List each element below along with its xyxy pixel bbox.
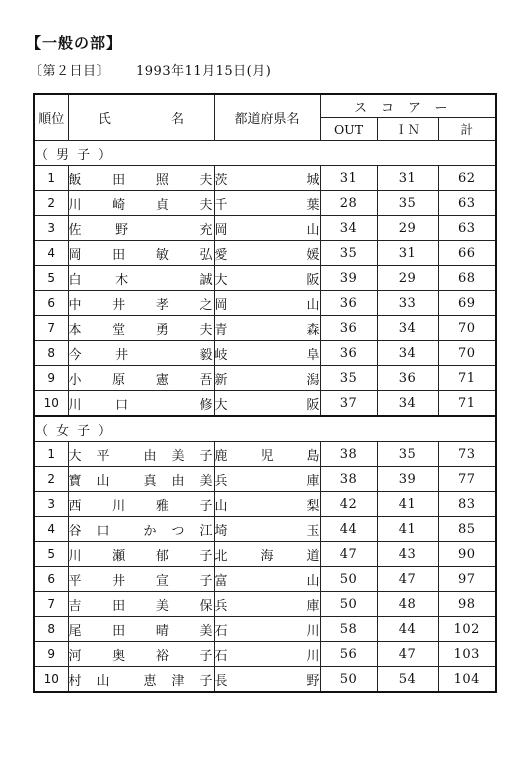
name-cell: 河奥裕子 [68, 642, 214, 667]
table-row [34, 341, 496, 366]
rank-cell: 3 [34, 216, 68, 241]
table-row [34, 592, 496, 617]
total-score-cell: 71 [438, 366, 496, 391]
rank-cell: 8 [34, 617, 68, 642]
out-score-cell: 47 [320, 542, 377, 567]
out-score-cell: 42 [320, 492, 377, 517]
rank-cell: 2 [34, 191, 68, 216]
name-cell: 大平 由美子 [68, 442, 214, 467]
rank-cell: 9 [34, 642, 68, 667]
prefecture-cell: 富山 [214, 567, 320, 592]
prefecture-cell: 愛媛 [214, 241, 320, 266]
in-score-cell: 31 [377, 241, 438, 266]
total-score-cell: 63 [438, 216, 496, 241]
rank-cell: 7 [34, 316, 68, 341]
table-row [34, 542, 496, 567]
total-score-cell: 90 [438, 542, 496, 567]
out-score-cell: 36 [320, 341, 377, 366]
table-row [34, 642, 496, 667]
rank-cell: 10 [34, 667, 68, 693]
name-cell: 岡田敏弘 [68, 241, 214, 266]
day-label: 〔第２日目〕 [29, 64, 111, 79]
in-score-cell: 47 [377, 567, 438, 592]
name-cell: 谷口 かつ江 [68, 517, 214, 542]
in-score-cell: 33 [377, 291, 438, 316]
table-row [34, 517, 496, 542]
total-score-cell: 85 [438, 517, 496, 542]
out-score-cell: 37 [320, 391, 377, 417]
prefecture-cell: 山梨 [214, 492, 320, 517]
out-score-cell: 35 [320, 241, 377, 266]
section-header-row [34, 141, 496, 166]
total-score-cell: 68 [438, 266, 496, 291]
rank-cell: 5 [34, 266, 68, 291]
in-score-cell: 54 [377, 667, 438, 693]
header-prefecture: 都道府県名 [214, 94, 320, 141]
name-cell: 寶山 真由美 [68, 467, 214, 492]
in-score-cell: 43 [377, 542, 438, 567]
prefecture-cell: 北海道 [214, 542, 320, 567]
in-score-cell: 47 [377, 642, 438, 667]
rank-cell: 7 [34, 592, 68, 617]
name-cell: 西川雅子 [68, 492, 214, 517]
table-row [34, 291, 496, 316]
header-rank: 順位 [34, 94, 68, 141]
rank-cell: 2 [34, 467, 68, 492]
rank-cell: 6 [34, 291, 68, 316]
out-score-cell: 58 [320, 617, 377, 642]
rank-cell: 6 [34, 567, 68, 592]
name-cell: 平井宣子 [68, 567, 214, 592]
prefecture-cell: 岐阜 [214, 341, 320, 366]
name-cell: 飯田照夫 [68, 166, 214, 191]
table-row [34, 467, 496, 492]
total-score-cell: 70 [438, 341, 496, 366]
results-table [33, 93, 497, 693]
total-score-cell: 104 [438, 667, 496, 693]
table-row [34, 266, 496, 291]
prefecture-cell: 千葉 [214, 191, 320, 216]
out-score-cell: 36 [320, 316, 377, 341]
in-score-cell: 34 [377, 391, 438, 417]
prefecture-cell: 鹿児島 [214, 442, 320, 467]
header-score: スコアー [320, 94, 496, 118]
rank-cell: 3 [34, 492, 68, 517]
out-score-cell: 39 [320, 266, 377, 291]
rank-cell: 4 [34, 517, 68, 542]
rank-cell: 9 [34, 366, 68, 391]
name-cell: 川崎貞夫 [68, 191, 214, 216]
total-score-cell: 97 [438, 567, 496, 592]
table-row [34, 316, 496, 341]
total-score-cell: 63 [438, 191, 496, 216]
in-score-cell: 44 [377, 617, 438, 642]
table-row [34, 617, 496, 642]
name-cell: 川口 修 [68, 391, 214, 417]
name-cell: 村山 恵津子 [68, 667, 214, 693]
total-score-cell: 102 [438, 617, 496, 642]
name-cell: 今井 毅 [68, 341, 214, 366]
total-score-cell: 69 [438, 291, 496, 316]
in-score-cell: 29 [377, 216, 438, 241]
out-score-cell: 31 [320, 166, 377, 191]
out-score-cell: 36 [320, 291, 377, 316]
prefecture-cell: 岡山 [214, 216, 320, 241]
total-score-cell: 71 [438, 391, 496, 417]
name-cell: 尾田晴美 [68, 617, 214, 642]
out-score-cell: 38 [320, 442, 377, 467]
table-row [34, 567, 496, 592]
total-score-cell: 73 [438, 442, 496, 467]
name-cell: 吉田美保 [68, 592, 214, 617]
out-score-cell: 28 [320, 191, 377, 216]
in-score-cell: 34 [377, 316, 438, 341]
table-row [34, 366, 496, 391]
total-score-cell: 62 [438, 166, 496, 191]
out-score-cell: 34 [320, 216, 377, 241]
in-score-cell: 48 [377, 592, 438, 617]
table-row [34, 191, 496, 216]
rank-cell: 4 [34, 241, 68, 266]
prefecture-cell: 兵庫 [214, 592, 320, 617]
in-score-cell: 35 [377, 442, 438, 467]
total-score-cell: 98 [438, 592, 496, 617]
out-score-cell: 50 [320, 567, 377, 592]
table-row [34, 442, 496, 467]
total-score-cell: 83 [438, 492, 496, 517]
prefecture-cell: 茨城 [214, 166, 320, 191]
rank-cell: 1 [34, 442, 68, 467]
out-score-cell: 50 [320, 667, 377, 693]
in-score-cell: 34 [377, 341, 438, 366]
prefecture-cell: 石川 [214, 617, 320, 642]
prefecture-cell: 新潟 [214, 366, 320, 391]
in-score-cell: 36 [377, 366, 438, 391]
name-cell: 本堂勇夫 [68, 316, 214, 341]
out-score-cell: 44 [320, 517, 377, 542]
rank-cell: 8 [34, 341, 68, 366]
table-row [34, 492, 496, 517]
prefecture-cell: 長野 [214, 667, 320, 693]
in-score-cell: 29 [377, 266, 438, 291]
out-score-cell: 38 [320, 467, 377, 492]
rank-cell: 5 [34, 542, 68, 567]
in-score-cell: 31 [377, 166, 438, 191]
total-score-cell: 70 [438, 316, 496, 341]
in-score-cell: 39 [377, 467, 438, 492]
prefecture-cell: 兵庫 [214, 467, 320, 492]
date-label: 1993年11月15日(月) [136, 64, 272, 79]
total-score-cell: 77 [438, 467, 496, 492]
in-score-cell: 41 [377, 492, 438, 517]
prefecture-cell: 大阪 [214, 266, 320, 291]
prefecture-cell: 岡山 [214, 291, 320, 316]
table-row [34, 391, 496, 417]
out-score-cell: 56 [320, 642, 377, 667]
in-score-cell: 35 [377, 191, 438, 216]
header-name: 氏 名 [68, 94, 214, 141]
rank-cell: 10 [34, 391, 68, 417]
prefecture-cell: 大阪 [214, 391, 320, 417]
prefecture-cell: 青森 [214, 316, 320, 341]
header-out: OUT [320, 118, 377, 141]
name-cell: 川瀬郁子 [68, 542, 214, 567]
name-cell: 小原憲吾 [68, 366, 214, 391]
section-label: （男子） [34, 141, 496, 166]
in-score-cell: 41 [377, 517, 438, 542]
prefecture-cell: 埼玉 [214, 517, 320, 542]
section-label: （女子） [34, 416, 496, 442]
table-row [34, 241, 496, 266]
name-cell: 白木 誠 [68, 266, 214, 291]
rank-cell: 1 [34, 166, 68, 191]
section-title: 【一般の部】 [26, 34, 123, 52]
name-cell: 佐野 充 [68, 216, 214, 241]
prefecture-cell: 石川 [214, 642, 320, 667]
name-cell: 中井孝之 [68, 291, 214, 316]
results-body [34, 141, 496, 693]
total-score-cell: 66 [438, 241, 496, 266]
table-row [34, 216, 496, 241]
out-score-cell: 35 [320, 366, 377, 391]
table-row [34, 166, 496, 191]
section-header-row [34, 416, 496, 442]
day-and-date [29, 60, 271, 79]
header-in: ＩＮ [377, 118, 438, 141]
out-score-cell: 50 [320, 592, 377, 617]
table-row [34, 667, 496, 693]
header-total: 計 [438, 118, 496, 141]
total-score-cell: 103 [438, 642, 496, 667]
